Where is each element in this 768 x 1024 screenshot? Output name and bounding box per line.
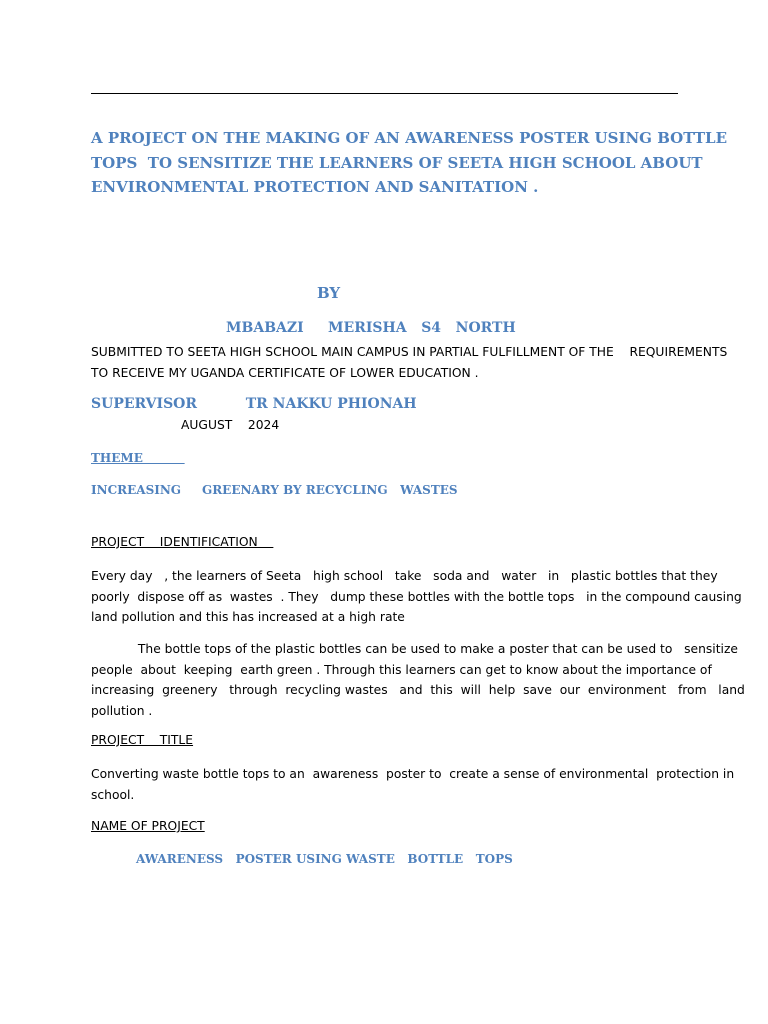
paragraph-line: pollution . xyxy=(91,703,153,718)
identification-heading: PROJECT IDENTIFICATION xyxy=(91,535,274,549)
theme-value: INCREASING GREENARY BY RECYCLING WASTES xyxy=(91,483,458,497)
author-name: MBABAZI MERISHA S4 NORTH xyxy=(226,320,516,336)
title-line: ENVIRONMENTAL PROTECTION AND SANITATION . xyxy=(91,178,539,196)
paragraph-line: Every day , the learners of Seeta high school take soda and water in plastic bottles that they xyxy=(91,569,718,583)
name-of-project-heading: NAME OF PROJECT xyxy=(91,819,205,833)
submission-line: TO RECEIVE MY UGANDA CERTIFICATE OF LOWER EDUCATION . xyxy=(91,365,479,380)
name-of-project-value: AWARENESS POSTER USING WASTE BOTTLE TOPS xyxy=(136,852,513,866)
paragraph-line: poorly dispose off as wastes . They dump these bottles with the bottle tops in the compound causing xyxy=(91,589,742,604)
paragraph-line: people about keeping earth green . Through this learners can get to know about the importance of xyxy=(91,662,712,677)
by-label: BY xyxy=(317,284,341,302)
title-line: A PROJECT ON THE MAKING OF AN AWARENESS POSTER USING BOTTLE xyxy=(91,129,728,147)
identification-paragraph-1 xyxy=(91,566,742,628)
top-rule-divider xyxy=(91,93,678,94)
paragraph-line: increasing greenery through recycling wastes and this will help save our environment from land xyxy=(91,683,745,697)
submission-line: SUBMITTED TO SEETA HIGH SCHOOL MAIN CAMPUS IN PARTIAL FULFILLMENT OF THE REQUIREMENTS xyxy=(91,345,728,359)
identification-paragraph-2 xyxy=(91,639,745,721)
submission-statement xyxy=(91,342,728,383)
project-title-paragraph xyxy=(91,764,735,805)
paragraph-line: school. xyxy=(91,787,135,802)
paragraph-line: land pollution and this has increased at a high rate xyxy=(91,610,405,624)
project-title-section-heading: PROJECT TITLE xyxy=(91,733,194,747)
paragraph-line: Converting waste bottle tops to an awareness poster to create a sense of environmental protection in xyxy=(91,767,735,781)
title-line: TOPS TO SENSITIZE THE LEARNERS OF SEETA HIGH SCHOOL ABOUT xyxy=(91,153,703,172)
submission-date: AUGUST 2024 xyxy=(181,418,280,432)
theme-label: THEME xyxy=(91,451,185,465)
project-title-heading xyxy=(91,126,728,200)
supervisor-line: SUPERVISOR TR NAKKU PHIONAH xyxy=(91,396,417,412)
paragraph-line: The bottle tops of the plastic bottles can be used to make a poster that can be used to sensitize xyxy=(91,642,738,656)
